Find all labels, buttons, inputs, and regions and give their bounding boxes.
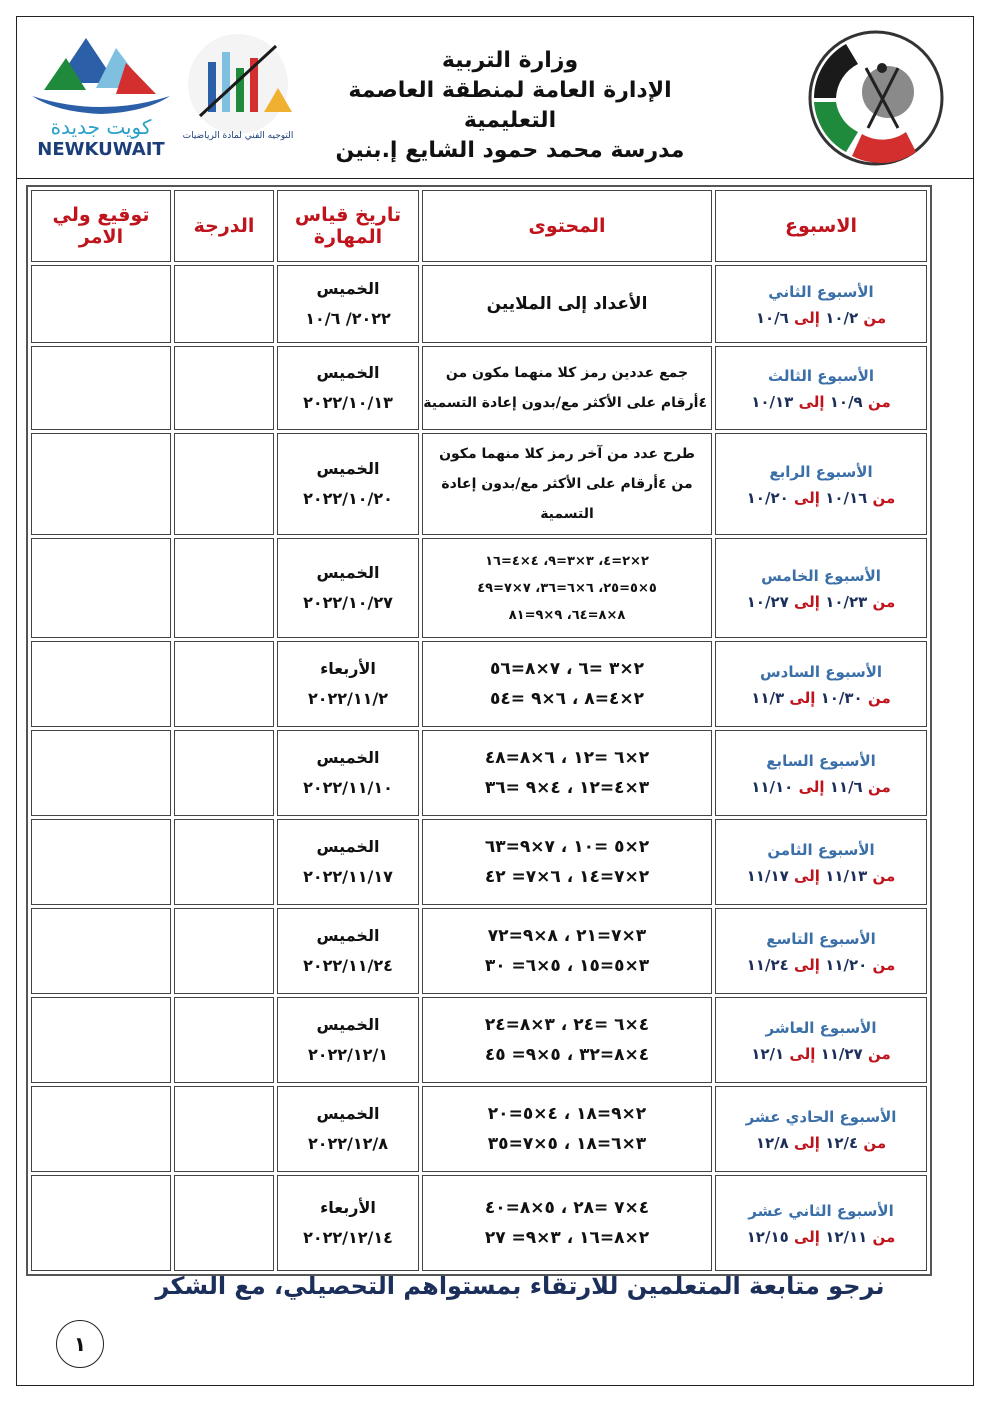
content-cell: [422, 1175, 712, 1271]
from-date: ١١/٢٠: [825, 956, 868, 974]
week-name: الأسبوع الثامن: [767, 841, 875, 859]
measure-date: ٢٠٢٢/١١/١٠: [303, 778, 393, 797]
signature-cell[interactable]: [31, 908, 171, 994]
week-range: [720, 306, 922, 330]
to-date: ١٠/١٣: [751, 393, 794, 411]
week-name: الأسبوع الثاني عشر: [748, 1202, 894, 1220]
week-name: الأسبوع الرابع: [769, 463, 873, 481]
signature-cell[interactable]: [31, 1086, 171, 1172]
to-date: ١١/١٠: [751, 778, 794, 796]
header-week: الاسبوع: [715, 190, 927, 262]
measure-date: ٢٠٢٢/١٠/١٣: [303, 393, 393, 412]
measure-date: ٢٠٢٢/١١/٢: [307, 689, 389, 708]
week-cell: [715, 265, 927, 343]
math-department-logo: [178, 32, 298, 147]
header-date: تاريخ قياس المهارة: [277, 190, 419, 262]
grade-cell[interactable]: [174, 346, 274, 430]
content-line: ٢×٣ =٦ ، ٧×٨=٥٦: [490, 659, 644, 679]
grade-cell[interactable]: [174, 538, 274, 638]
measure-date: ٢٠٢٢/١٢/١٤: [303, 1228, 393, 1247]
content-cell: [422, 1086, 712, 1172]
measure-day: الخميس: [316, 926, 380, 945]
to-label: إلى: [794, 1228, 820, 1246]
content-line: من ٤أرقام على الأكثر مع/بدون إعادة: [441, 476, 693, 492]
week-cell: [715, 819, 927, 905]
week-name: الأسبوع العاشر: [765, 1019, 877, 1037]
table-row: [31, 819, 927, 905]
signature-cell[interactable]: [31, 1175, 171, 1271]
page-number: ١: [56, 1320, 104, 1368]
from-label: من: [863, 309, 887, 327]
week-range: [720, 775, 922, 799]
to-date: ١٠/٢٠: [746, 489, 789, 507]
to-label: إلى: [798, 393, 825, 411]
content-cell: [422, 641, 712, 727]
date-cell: [277, 997, 419, 1083]
content-line: ٣×٥=١٥ ، ٥×٦= ٣٠: [484, 956, 650, 976]
from-date: ١١/٢٧: [820, 1045, 863, 1063]
week-cell: [715, 1175, 927, 1271]
to-label: إلى: [789, 689, 816, 707]
table-row: [31, 538, 927, 638]
measure-day: الخميس: [316, 837, 380, 856]
signature-cell[interactable]: [31, 641, 171, 727]
date-cell: [277, 641, 419, 727]
from-label: من: [872, 1228, 896, 1246]
content-cell: [422, 346, 712, 430]
week-name: الأسبوع الثالث: [767, 367, 875, 385]
to-label: إلى: [794, 593, 820, 611]
measure-day: الخميس: [316, 1015, 380, 1034]
table-row: [31, 730, 927, 816]
signature-cell[interactable]: [31, 346, 171, 430]
content-line: ٢×٨=١٦ ، ٣×٩= ٢٧: [484, 1228, 650, 1248]
to-date: ١١/٢٤: [746, 956, 789, 974]
table-header-row: [31, 190, 927, 262]
content-line: ٤×٨=٣٢ ، ٥×٩= ٤٥: [484, 1045, 650, 1065]
from-date: ١٠/٢٣: [825, 593, 868, 611]
from-label: من: [872, 489, 896, 507]
measure-day: الأربعاء: [320, 659, 376, 678]
measure-date: ٢٠٢٢/ ١٠/٦: [305, 309, 391, 328]
to-date: ١٢/١٥: [746, 1228, 789, 1246]
from-date: ١٠/٢: [825, 309, 859, 327]
to-label: إلى: [794, 489, 820, 507]
week-range: [720, 590, 922, 614]
date-cell: [277, 346, 419, 430]
from-label: من: [872, 956, 896, 974]
to-date: ١٢/١: [751, 1045, 785, 1063]
school-logo: [806, 28, 946, 168]
table-row: [31, 908, 927, 994]
measure-date: ٢٠٢٢/١١/٢٤: [303, 956, 393, 975]
footer-note: نرجو متابعة المتعلمين للارتقاء بمستواهم التحصيلي، مع الشكر: [155, 1272, 885, 1300]
grade-cell[interactable]: [174, 908, 274, 994]
to-date: ١٠/٦: [755, 309, 789, 327]
week-name: الأسبوع التاسع: [766, 930, 876, 948]
table-row: [31, 641, 927, 727]
table-row: [31, 997, 927, 1083]
content-line: ٥×٥=٢٥، ٦×٦=٣٦، ٧×٧=٤٩: [477, 580, 657, 596]
to-label: إلى: [794, 956, 820, 974]
header-grade: الدرجة: [174, 190, 274, 262]
week-range: [720, 1225, 922, 1249]
table-row: [31, 1086, 927, 1172]
week-cell: [715, 433, 927, 535]
measure-date: ٢٠٢٢/١٢/١: [307, 1045, 389, 1064]
newkuwait-logo: [26, 28, 176, 158]
header-divider: [16, 178, 974, 179]
content-line: ٢×٥ =١٠ ، ٧×٩=٦٣: [484, 837, 650, 857]
from-label: من: [867, 689, 891, 707]
date-cell: [277, 1175, 419, 1271]
page-header: [300, 46, 720, 166]
date-cell: [277, 1086, 419, 1172]
school-title: مدرسة محمد حمود الشايع إ.بنين: [335, 138, 685, 163]
table-row: [31, 1175, 927, 1271]
date-cell: [277, 265, 419, 343]
content-line: ٣×٤=١٢ ، ٤×٩ =٣٦: [484, 778, 650, 798]
content-line: ٣×٧=٢١ ، ٨×٩=٧٢: [487, 926, 647, 946]
header-signature: توقيع ولي الامر: [31, 190, 171, 262]
to-label: إلى: [789, 1045, 816, 1063]
content-line: ٢×٦ =١٢ ، ٦×٨=٤٨: [484, 748, 650, 768]
content-cell: [422, 265, 712, 343]
table-row: [31, 346, 927, 430]
content-line: ٤أرقام على الأكثر مع/بدون إعادة التسمية: [423, 395, 707, 411]
from-label: من: [867, 393, 891, 411]
week-range: [720, 686, 922, 710]
table-row: [31, 265, 927, 343]
measure-day: الخميس: [316, 459, 380, 478]
from-label: من: [872, 593, 896, 611]
content-line: الأعداد إلى الملايين: [486, 294, 648, 314]
table-row: [31, 433, 927, 535]
content-line: ٢×٩=١٨ ، ٤×٥=٢٠: [487, 1104, 647, 1124]
from-date: ١٠/٩: [829, 393, 863, 411]
header-content: المحتوى: [422, 190, 712, 262]
week-range: [720, 1042, 922, 1066]
week-name: الأسبوع الخامس: [761, 567, 881, 585]
from-label: من: [867, 778, 891, 796]
week-name: الأسبوع السابع: [766, 752, 876, 770]
week-name: الأسبوع السادس: [759, 663, 883, 681]
from-date: ١٠/٣٠: [820, 689, 863, 707]
measure-day: الخميس: [316, 279, 380, 298]
to-date: ١٠/٢٧: [746, 593, 789, 611]
grade-cell[interactable]: [174, 1086, 274, 1172]
content-line: التسمية: [540, 506, 594, 522]
content-cell: [422, 730, 712, 816]
week-range: [720, 953, 922, 977]
content-cell: [422, 908, 712, 994]
week-cell: [715, 730, 927, 816]
from-date: ١٠/١٦: [825, 489, 868, 507]
signature-cell[interactable]: [31, 730, 171, 816]
to-label: إلى: [794, 1134, 820, 1152]
date-cell: [277, 538, 419, 638]
content-line: ٤×٧ =٢٨ ، ٥×٨=٤٠: [484, 1198, 650, 1218]
measure-day: الخميس: [316, 363, 380, 382]
signature-cell[interactable]: [31, 538, 171, 638]
week-range: [720, 1131, 922, 1155]
week-range: [720, 864, 922, 888]
week-cell: [715, 538, 927, 638]
to-date: ١١/١٧: [746, 867, 789, 885]
week-range: [720, 486, 922, 510]
from-label: من: [872, 867, 896, 885]
week-cell: [715, 997, 927, 1083]
grade-cell[interactable]: [174, 433, 274, 535]
content-line: ٤×٦ =٢٤ ، ٣×٨=٢٤: [484, 1015, 650, 1035]
to-date: ١١/٣: [751, 689, 785, 707]
grade-cell[interactable]: [174, 641, 274, 727]
measure-date: ٢٠٢٢/١٢/٨: [307, 1134, 389, 1153]
grade-cell[interactable]: [174, 819, 274, 905]
week-range: [720, 390, 922, 414]
week-cell: [715, 641, 927, 727]
date-cell: [277, 819, 419, 905]
ministry-title: وزارة التربية: [441, 48, 579, 73]
to-date: ١٢/٨: [755, 1134, 789, 1152]
content-line: ٢×٤=٨ ، ٦×٩ =٥٤: [490, 689, 644, 709]
measure-day: الخميس: [316, 748, 380, 767]
week-name: الأسبوع الثاني: [768, 283, 874, 301]
measure-date: ٢٠٢٢/١١/١٧: [303, 867, 393, 886]
signature-cell[interactable]: [31, 819, 171, 905]
directorate-title: الإدارة العامة لمنطقة العاصمة التعليمية: [348, 78, 672, 133]
newkuwait-arabic: كويت جديدة: [50, 115, 152, 139]
signature-cell[interactable]: [31, 433, 171, 535]
week-cell: [715, 346, 927, 430]
date-cell: [277, 433, 419, 535]
content-cell: [422, 997, 712, 1083]
table-body: [31, 265, 927, 1271]
measure-day: الأربعاء: [320, 1198, 376, 1217]
content-line: ٢×٢=٤، ٣×٣=٩، ٤×٤=١٦: [485, 553, 649, 569]
measure-date: ٢٠٢٢/١٠/٢٧: [303, 593, 393, 612]
content-line: ٢×٧=١٤ ، ٦×٧= ٤٢: [484, 867, 650, 887]
content-line: طرح عدد من آخر رمز كلا منهما مكون: [439, 446, 695, 462]
math-logo-caption: التوجيه الفني لمادة الرياضيات: [182, 131, 294, 141]
from-date: ١١/٦: [829, 778, 863, 796]
content-line: ٣×٦=١٨ ، ٥×٧=٣٥: [487, 1134, 647, 1154]
to-label: إلى: [794, 867, 820, 885]
grade-cell[interactable]: [174, 265, 274, 343]
signature-cell[interactable]: [31, 997, 171, 1083]
date-cell: [277, 908, 419, 994]
from-date: ١١/١٣: [825, 867, 868, 885]
date-cell: [277, 730, 419, 816]
to-label: إلى: [798, 778, 825, 796]
to-label: إلى: [794, 309, 820, 327]
measure-day: الخميس: [316, 563, 380, 582]
content-cell: [422, 538, 712, 638]
from-label: من: [863, 1134, 887, 1152]
grade-cell[interactable]: [174, 997, 274, 1083]
week-cell: [715, 1086, 927, 1172]
week-name: الأسبوع الحادي عشر: [745, 1108, 897, 1126]
measure-date: ٢٠٢٢/١٠/٢٠: [303, 489, 393, 508]
newkuwait-english: NEWKUWAIT: [37, 139, 165, 158]
from-label: من: [867, 1045, 891, 1063]
measure-day: الخميس: [316, 1104, 380, 1123]
weekly-plan-table: [26, 185, 932, 1276]
week-cell: [715, 908, 927, 994]
content-line: جمع عددين رمز كلا منهما مكون من: [445, 365, 689, 381]
grade-cell[interactable]: [174, 730, 274, 816]
content-cell: [422, 433, 712, 535]
from-date: ١٢/١١: [825, 1228, 868, 1246]
grade-cell[interactable]: [174, 1175, 274, 1271]
content-cell: [422, 819, 712, 905]
content-line: ٨×٨=٦٤، ٩×٩=٨١: [508, 607, 626, 623]
signature-cell[interactable]: [31, 265, 171, 343]
from-date: ١٢/٤: [825, 1134, 859, 1152]
